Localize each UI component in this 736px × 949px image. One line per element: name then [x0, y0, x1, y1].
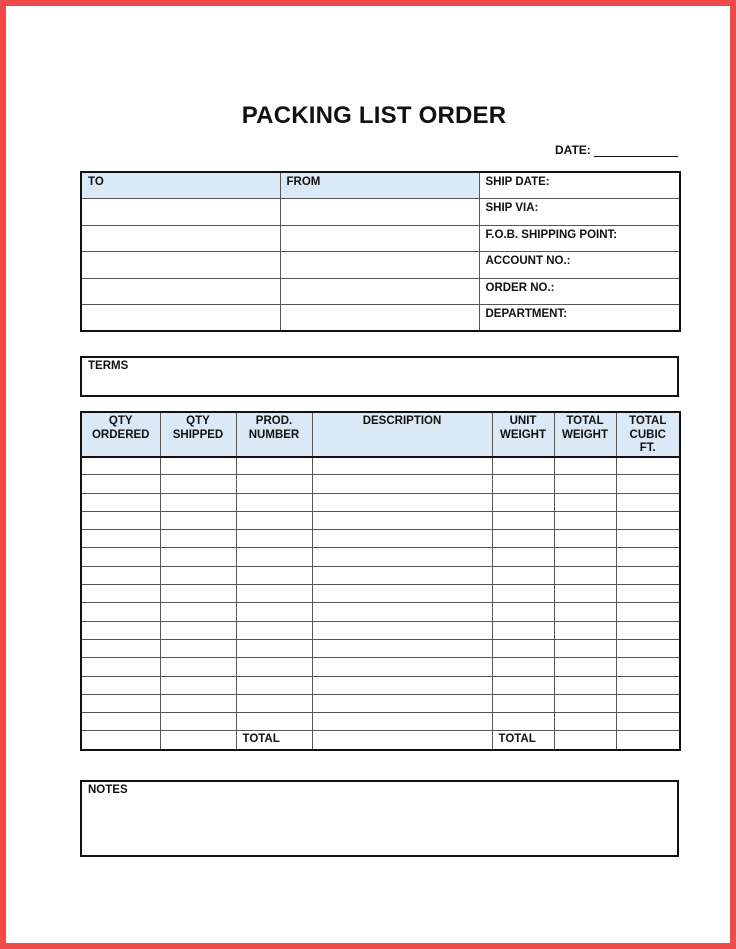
column-header-line: UNIT — [509, 415, 537, 427]
table-row — [81, 457, 680, 475]
table-cell[interactable] — [554, 585, 616, 603]
unit-weight-header — [492, 412, 554, 457]
table-cell[interactable] — [160, 694, 236, 712]
table-cell[interactable] — [616, 530, 680, 548]
to-field[interactable] — [81, 278, 280, 305]
table-cell[interactable] — [616, 493, 680, 511]
table-cell[interactable] — [312, 639, 492, 657]
column-header-line: TOTAL — [629, 415, 667, 427]
table-row — [81, 621, 680, 639]
table-row — [81, 713, 680, 731]
table-row — [81, 694, 680, 712]
table-cell[interactable] — [492, 639, 554, 657]
table-cell[interactable] — [312, 493, 492, 511]
table-cell[interactable] — [236, 475, 312, 493]
table-cell[interactable] — [81, 658, 160, 676]
terms-box[interactable] — [80, 356, 679, 397]
table-cell[interactable] — [312, 621, 492, 639]
from-field[interactable] — [280, 225, 479, 252]
table-cell[interactable] — [312, 676, 492, 694]
table-cell[interactable] — [236, 621, 312, 639]
qty-shipped-header — [160, 412, 236, 457]
date-field[interactable] — [594, 156, 678, 157]
table-cell[interactable] — [81, 493, 160, 511]
table-cell[interactable] — [492, 548, 554, 566]
table-cell[interactable] — [616, 658, 680, 676]
table-row — [81, 530, 680, 548]
total-weight-header — [554, 412, 616, 457]
table-cell[interactable] — [312, 713, 492, 731]
table-cell[interactable] — [312, 658, 492, 676]
table-cell[interactable] — [160, 603, 236, 621]
table-cell[interactable] — [160, 658, 236, 676]
ship-date-field[interactable]: SHIP DATE: — [479, 172, 680, 199]
table-row — [81, 493, 680, 511]
table-cell[interactable] — [554, 658, 616, 676]
table-cell[interactable] — [616, 694, 680, 712]
table-cell[interactable] — [554, 475, 616, 493]
table-cell[interactable] — [312, 694, 492, 712]
table-cell[interactable] — [81, 566, 160, 584]
column-header-line: WEIGHT — [500, 428, 546, 441]
table-cell[interactable] — [312, 457, 492, 475]
column-header-line: WEIGHT — [562, 428, 608, 441]
table-cell[interactable] — [554, 566, 616, 584]
table-cell[interactable] — [81, 694, 160, 712]
table-cell[interactable] — [81, 475, 160, 493]
table-cell[interactable] — [160, 475, 236, 493]
table-cell[interactable] — [81, 676, 160, 694]
table-cell[interactable] — [492, 713, 554, 731]
notes-box[interactable] — [80, 780, 679, 857]
table-cell[interactable] — [160, 585, 236, 603]
table-cell[interactable] — [492, 694, 554, 712]
from-field[interactable] — [280, 305, 479, 332]
table-cell[interactable] — [81, 548, 160, 566]
table-cell[interactable] — [554, 713, 616, 731]
table-cell[interactable] — [160, 511, 236, 529]
table-cell[interactable] — [492, 511, 554, 529]
date-label: DATE: — [555, 143, 591, 157]
table-cell[interactable] — [236, 676, 312, 694]
table-cell[interactable] — [236, 493, 312, 511]
table-cell[interactable] — [312, 566, 492, 584]
table-cell[interactable] — [492, 493, 554, 511]
table-cell[interactable] — [616, 585, 680, 603]
table-cell[interactable] — [236, 548, 312, 566]
column-header-line: QTY — [108, 415, 133, 427]
table-cell[interactable] — [554, 603, 616, 621]
qty-ordered-header — [81, 412, 160, 457]
total-row-cell[interactable] — [312, 731, 492, 750]
items-table — [80, 411, 681, 751]
table-cell[interactable] — [236, 658, 312, 676]
column-header-line: QTY — [186, 415, 210, 427]
prod-number-header — [236, 412, 312, 457]
table-cell[interactable] — [312, 585, 492, 603]
table-cell[interactable] — [554, 530, 616, 548]
table-cell[interactable] — [236, 511, 312, 529]
table-cell[interactable] — [554, 511, 616, 529]
table-cell[interactable] — [492, 530, 554, 548]
table-row — [81, 548, 680, 566]
column-header-line: DESCRIPTION — [362, 415, 442, 427]
table-cell[interactable] — [492, 585, 554, 603]
table-cell[interactable] — [236, 566, 312, 584]
table-cell[interactable] — [616, 475, 680, 493]
table-row — [81, 676, 680, 694]
table-row — [81, 566, 680, 584]
table-row — [81, 511, 680, 529]
column-header-line: FT. — [639, 442, 656, 454]
table-cell[interactable] — [616, 457, 680, 475]
from-field[interactable] — [280, 252, 479, 279]
table-cell[interactable] — [312, 548, 492, 566]
column-header-line: PROD. — [255, 415, 293, 427]
from-field[interactable] — [280, 199, 479, 226]
table-cell[interactable] — [554, 676, 616, 694]
table-cell[interactable] — [81, 457, 160, 475]
table-cell[interactable] — [81, 603, 160, 621]
to-header: TO — [81, 172, 280, 199]
table-cell[interactable] — [492, 457, 554, 475]
table-cell[interactable] — [81, 530, 160, 548]
table-cell[interactable] — [81, 585, 160, 603]
terms-label: TERMS — [88, 360, 129, 372]
page-title: PACKING LIST ORDER — [241, 102, 507, 129]
total-label: TOTAL — [236, 731, 312, 750]
table-cell[interactable] — [554, 639, 616, 657]
table-cell[interactable] — [160, 566, 236, 584]
table-cell[interactable] — [160, 457, 236, 475]
table-cell[interactable] — [236, 457, 312, 475]
to-field[interactable] — [81, 225, 280, 252]
table-cell[interactable] — [492, 621, 554, 639]
table-cell[interactable] — [616, 713, 680, 731]
table-cell[interactable] — [492, 603, 554, 621]
table-cell[interactable] — [616, 603, 680, 621]
table-cell[interactable] — [616, 548, 680, 566]
table-cell[interactable] — [616, 676, 680, 694]
from-field[interactable] — [280, 278, 479, 305]
table-cell[interactable] — [160, 676, 236, 694]
to-field[interactable] — [81, 252, 280, 279]
column-header-line: CUBIC — [629, 428, 666, 441]
table-cell[interactable] — [81, 621, 160, 639]
total-row-cell[interactable] — [160, 731, 236, 750]
table-row — [81, 585, 680, 603]
column-header-line: ORDERED — [91, 428, 150, 441]
column-header-line: NUMBER — [248, 428, 300, 441]
total-cubic-value[interactable] — [616, 731, 680, 750]
table-cell[interactable] — [616, 511, 680, 529]
table-cell[interactable] — [616, 639, 680, 657]
table-cell[interactable] — [492, 658, 554, 676]
ship-via-field[interactable]: SHIP VIA: — [479, 199, 680, 226]
from-header: FROM — [280, 172, 479, 199]
table-cell[interactable] — [492, 475, 554, 493]
table-cell[interactable] — [160, 639, 236, 657]
table-row — [81, 603, 680, 621]
table-cell[interactable] — [236, 713, 312, 731]
table-cell[interactable] — [312, 475, 492, 493]
total-row-cell[interactable] — [81, 731, 160, 750]
table-cell[interactable] — [160, 621, 236, 639]
table-cell[interactable] — [554, 493, 616, 511]
department-field[interactable]: DEPARTMENT: — [479, 305, 680, 332]
column-header-line: SHIPPED — [172, 428, 224, 441]
table-cell[interactable] — [160, 548, 236, 566]
table-cell[interactable] — [81, 511, 160, 529]
table-cell[interactable] — [160, 713, 236, 731]
to-field[interactable] — [81, 199, 280, 226]
table-cell[interactable] — [492, 676, 554, 694]
address-table — [80, 171, 681, 332]
table-cell[interactable] — [236, 530, 312, 548]
table-cell[interactable] — [616, 566, 680, 584]
table-row — [81, 475, 680, 493]
table-cell[interactable] — [81, 639, 160, 657]
table-cell[interactable] — [160, 493, 236, 511]
table-cell[interactable] — [236, 585, 312, 603]
description-header — [312, 412, 492, 457]
table-cell[interactable] — [236, 639, 312, 657]
account-no-field[interactable]: ACCOUNT NO.: — [479, 252, 680, 279]
column-header-line: TOTAL — [566, 415, 604, 427]
table-cell[interactable] — [81, 713, 160, 731]
total-weight-value[interactable] — [554, 731, 616, 750]
order-no-field[interactable]: ORDER NO.: — [479, 278, 680, 305]
table-cell[interactable] — [554, 457, 616, 475]
notes-label: NOTES — [88, 784, 128, 796]
table-cell[interactable] — [554, 621, 616, 639]
table-cell[interactable] — [160, 530, 236, 548]
table-row — [81, 658, 680, 676]
table-cell[interactable] — [312, 530, 492, 548]
total-cubic-ft-header — [616, 412, 680, 457]
table-cell[interactable] — [236, 603, 312, 621]
table-cell[interactable] — [554, 548, 616, 566]
table-cell[interactable] — [312, 511, 492, 529]
table-cell[interactable] — [616, 621, 680, 639]
table-cell[interactable] — [236, 694, 312, 712]
table-cell[interactable] — [312, 603, 492, 621]
fob-shipping-point-field[interactable]: F.O.B. SHIPPING POINT: — [479, 225, 680, 252]
table-cell[interactable] — [492, 566, 554, 584]
table-cell[interactable] — [554, 694, 616, 712]
to-field[interactable] — [81, 305, 280, 332]
weight-total-label: TOTAL — [492, 731, 554, 750]
table-row — [81, 639, 680, 657]
